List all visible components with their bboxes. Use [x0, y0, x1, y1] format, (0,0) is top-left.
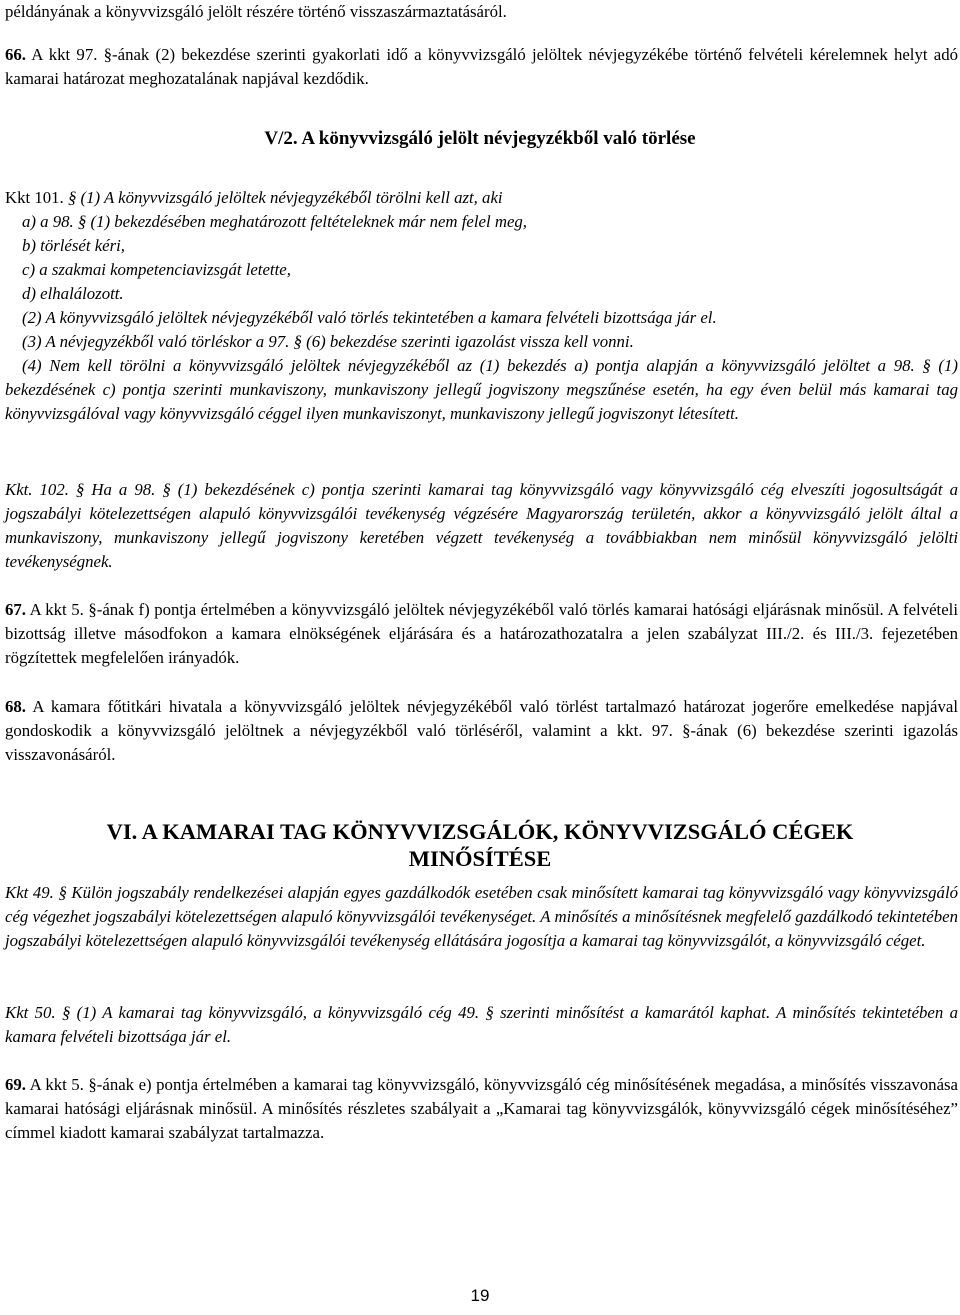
paragraph-text: A kkt 97. §-ának (2) bekezdése szerinti gyakorlati idő a könyvvizsgáló jelöltek névjegyzékébe történő felvételi kérelemnek helyt adó kamarai határozat meghozatalának napjával kezdődik.	[5, 45, 958, 88]
kkt-101-intro-label: Kkt 101.	[5, 188, 68, 207]
kkt-101-item-c: c) a szakmai kompetenciavizsgát letette,	[22, 260, 291, 279]
kkt-101-item-d: d) elhalálozott.	[22, 284, 124, 303]
paragraph-text: A kamara főtitkári hivatala a könyvvizsgáló jelöltek névjegyzékéből való törlést tartalmazó határozat jogerőre emelkedése napjával gondoskodik a könyvvizsgáló jelöltnek a névjegyzékből való törléséről, valamint a kkt. 97. §-ának (6) bekezdése szerinti igazolás visszavonásáról.	[5, 697, 958, 764]
section-vi-title-line-1: VI. A KAMARAI TAG KÖNYVVIZSGÁLÓK, KÖNYVVIZSGÁLÓ CÉGEK	[106, 819, 854, 844]
section-vi-title	[0, 818, 960, 872]
paragraph-68	[5, 695, 958, 767]
kkt-101-item-b: b) törlését kéri,	[22, 236, 125, 255]
kkt-101-item-a: a) a 98. § (1) bekezdésében meghatározott feltételeknek már nem felel meg,	[22, 212, 527, 231]
kkt-50-paragraph: Kkt 50. § (1) A kamarai tag könyvvizsgáló, a könyvvizsgáló cég 49. § szerinti minősítést a kamarától kaphat. A minősítés tekintetében a kamara felvételi bizottsága jár el.	[5, 1003, 958, 1046]
page-number: 19	[470, 1286, 490, 1305]
paragraph-text: A kkt 5. §-ának f) pontja értelmében a könyvvizsgáló jelöltek névjegyzékéből való törlés kamarai hatósági eljárásnak minősül. A felvételi bizottság illetve másodfokon a kamara elnökségének eljárására és a határozathozatalra a jelen szabályzat III./2. és III./3. fejezetében rögzítettek megfelelően irányadók.	[5, 600, 958, 667]
kkt-101-block	[5, 186, 958, 426]
section-vi-title-line-2: MINŐSÍTÉSE	[408, 846, 552, 871]
kkt-101-intro-text: § (1) A könyvvizsgáló jelöltek névjegyzékéből törölni kell azt, aki	[67, 188, 503, 207]
kkt-101-para-3: (3) A névjegyzékből való törléskor a 97. § (6) bekezdése szerinti igazolást vissza kell vonni.	[22, 332, 634, 351]
kkt-101-intro	[5, 186, 958, 210]
kkt-102-paragraph: Kkt. 102. § Ha a 98. § (1) bekezdésének c) pontja szerinti kamarai tag könyvvizsgáló vagy könyvvizsgáló cég elveszíti jogosultságát a jogszabályi kötelezettségen alapuló könyvvizsgálói tevékenység végzésére Magyarország területén, akkor a könyvvizsgáló jelölt által a munkaviszony, munkaviszony jellegű jogviszony keretében végzett tevékenység a továbbiakban nem minősül könyvvizsgáló jelölti tevékenységnek.	[5, 480, 958, 571]
top-line	[5, 0, 958, 24]
paragraph-number: 66.	[5, 45, 26, 64]
paragraph-69	[5, 1073, 958, 1145]
top-line-text: példányának a könyvvizsgáló jelölt részére történő visszaszármaztatásáról.	[5, 2, 507, 21]
paragraph-text: A kkt 5. §-ának e) pontja értelmében a kamarai tag könyvvizsgáló, könyvvizsgáló cég minősítésének megadása, a minősítés visszavonása kamarai hatósági eljárásnak minősül. A minősítés részletes szabályait a „Kamarai tag könyvvizsgálók, könyvvizsgáló cégek minősítéséhez” címmel kiadott kamarai szabályzat tartalmazza.	[5, 1075, 958, 1142]
kkt-101-para-4: (4) Nem kell törölni a könyvvizsgáló jelöltek névjegyzékéből az (1) bekezdés a) pontja alapján a könyvvizsgáló jelöltet a 98. § (1) bekezdésének c) pontja szerinti munkaviszony, munkaviszony jellegű jogviszony megszűnése esetén, ha egy éven belül más kamarai tag könyvvizsgálóval vagy könyvvizsgáló céggel ilyen munkaviszonyt, munkaviszony jellegű jogviszonyt létesített.	[5, 356, 958, 423]
kkt-49-paragraph: Kkt 49. § Külön jogszabály rendelkezései alapján egyes gazdálkodók esetében csak minősített kamarai tag könyvvizsgáló vagy könyvvizsgáló cég végezhet jogszabályi kötelezettségen alapuló könyvvizsgálói tevékenységet. A minősítés a minősítésnek megfelelő gazdálkodó tekintetében jogszabályi kötelezettségen alapuló könyvvizsgálói tevékenység ellátására jogosítja a kamarai tag könyvvizsgálót, a könyvvizsgáló céget.	[5, 883, 958, 950]
paragraph-number: 67.	[5, 600, 26, 619]
paragraph-67	[5, 598, 958, 670]
kkt-101-para-2: (2) A könyvvizsgáló jelöltek névjegyzékéből való törlés tekintetében a kamara felvételi bizottsága jár el.	[22, 308, 717, 327]
section-v2-title: V/2. A könyvvizsgáló jelölt névjegyzékből való törlése	[264, 128, 696, 149]
paragraph-number: 68.	[5, 697, 26, 716]
paragraph-number: 69.	[5, 1075, 26, 1094]
paragraph-66	[5, 43, 958, 91]
